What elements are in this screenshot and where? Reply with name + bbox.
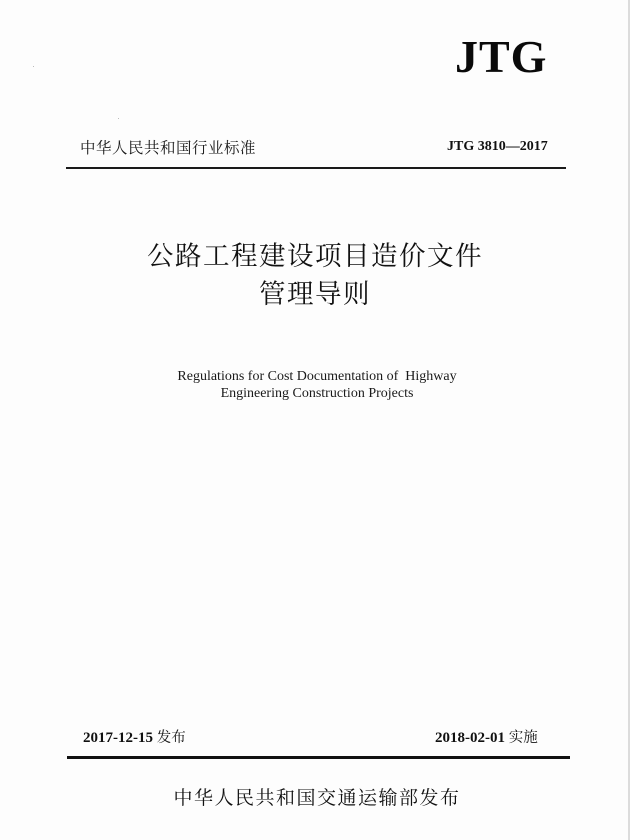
implement-label: 实施 [508, 730, 538, 746]
header-divider [66, 167, 566, 169]
title-cn-line1: 公路工程建设项目造价文件 [147, 241, 483, 272]
scan-speck [118, 118, 119, 119]
title-en-line2: Engineering Construction Projects [220, 386, 414, 401]
standard-number: JTG 3810—2017 [447, 139, 548, 154]
implement-date-block [435, 726, 538, 747]
title-en-line1: Regulations for Cost Documentation of Highway [177, 369, 457, 384]
standard-category: 中华人民共和国行业标准 [80, 139, 257, 157]
publish-date-block [83, 726, 186, 747]
implement-date: 2018-02-01 [435, 730, 505, 746]
jtg-logo: JTG [455, 31, 548, 82]
publish-date: 2017-12-15 [83, 730, 153, 746]
footer-divider [67, 756, 570, 759]
publisher: 中华人民共和国交通运输部发布 [173, 787, 461, 809]
scan-speck [33, 66, 34, 67]
publish-label: 发布 [156, 730, 186, 746]
title-cn-line2: 管理导则 [259, 279, 371, 310]
